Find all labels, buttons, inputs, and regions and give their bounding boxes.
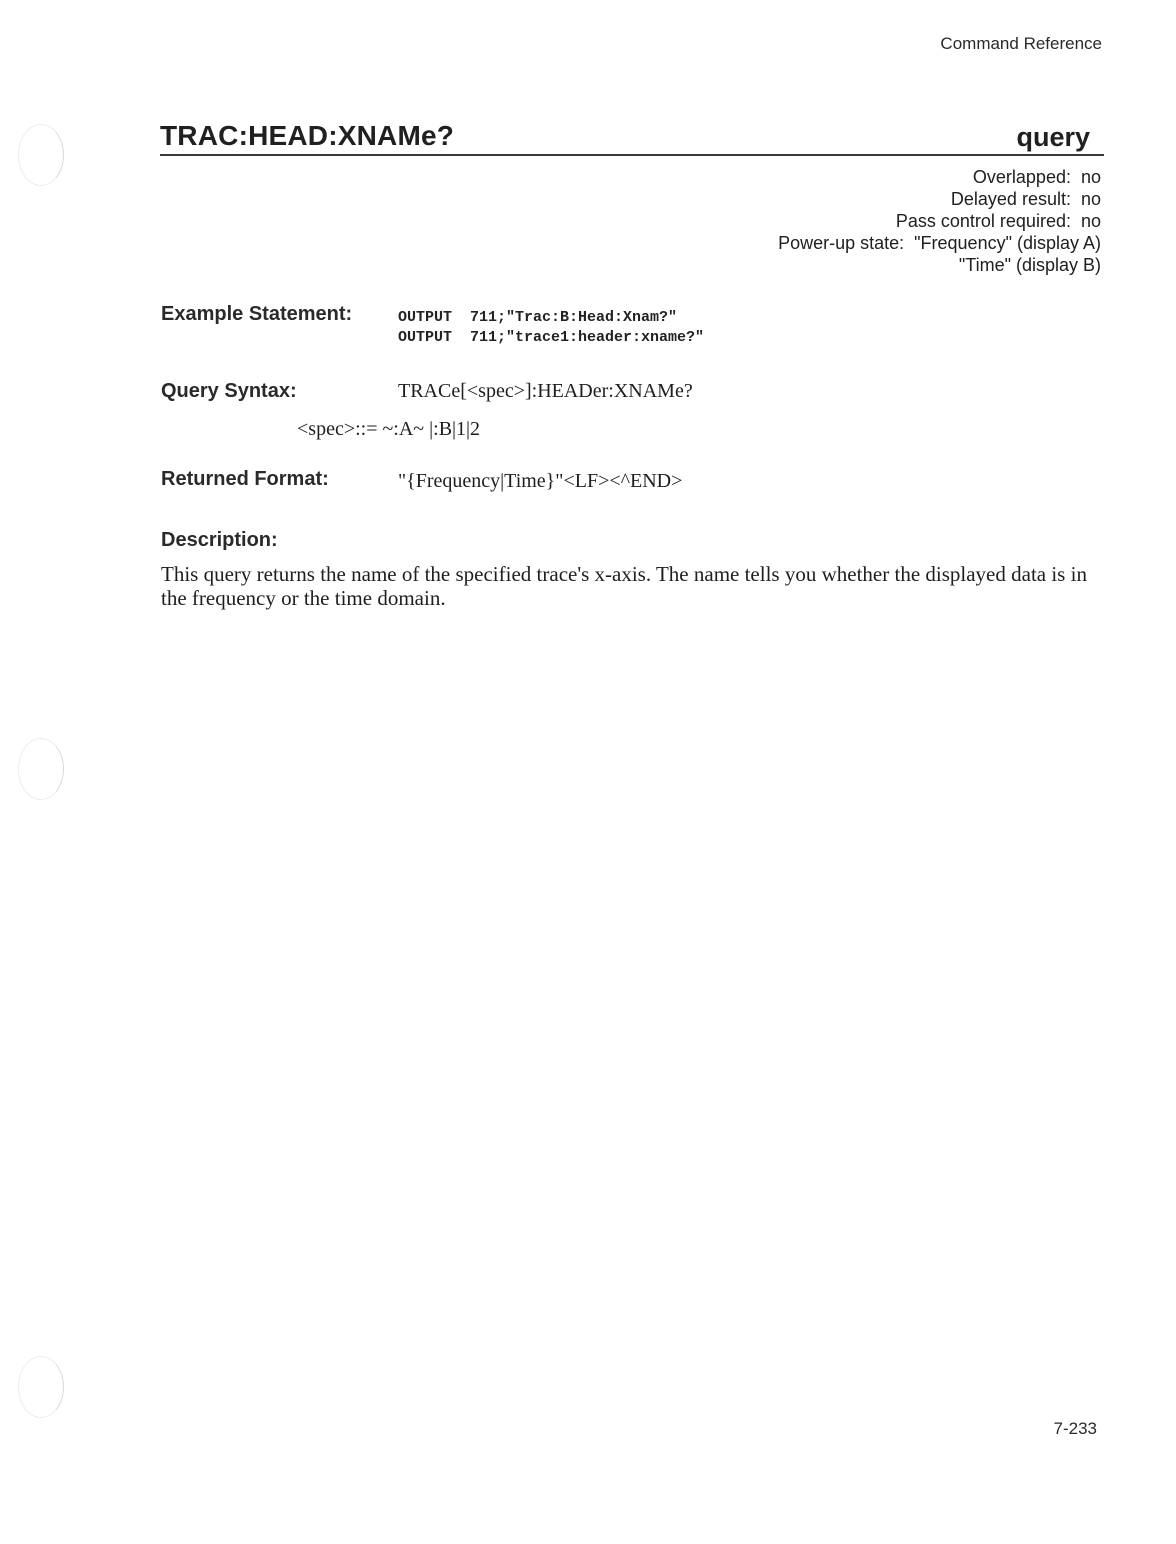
property-power-up-state: Power-up state: "Frequency" (display A): [778, 233, 1101, 253]
binder-hole-top: [18, 124, 64, 186]
description-label: Description:: [161, 529, 278, 551]
property-power-up-state-b: "Time" (display B): [958, 255, 1101, 275]
returned-format-label: Returned Format:: [161, 468, 329, 490]
query-syntax-value: TRACe[<spec>]:HEADer:XNAMe?: [398, 380, 693, 402]
property-pass-control: Pass control required: no: [895, 211, 1101, 231]
query-syntax-label: Query Syntax:: [161, 380, 297, 402]
binder-hole-middle: [18, 738, 64, 800]
example-line-1: OUTPUT 711;"Trac:B:Head:Xnam?": [398, 309, 678, 326]
binder-hole-bottom: [18, 1356, 64, 1418]
spec-definition: <spec>::= ~:A~ |:B|1|2: [297, 418, 481, 440]
command-type: query: [1016, 122, 1090, 152]
returned-format-value: "{Frequency|Time}"<LF><^END>: [398, 470, 683, 492]
command-properties: [778, 166, 1101, 276]
example-line-2: OUTPUT 711;"trace1:header:xname?": [398, 329, 705, 346]
title-rule: [160, 154, 1104, 156]
example-label: Example Statement:: [161, 303, 353, 325]
property-overlapped: Overlapped: no: [972, 167, 1101, 187]
page-number: 7-233: [1053, 1419, 1097, 1438]
description-text: This query returns the name of the specified trace's x-axis. The name tells you whether the displayed data is in the frequency or the time domain.: [161, 562, 1087, 610]
property-delayed-result: Delayed result: no: [950, 189, 1101, 209]
command-title: TRAC:HEAD:XNAMe?: [160, 120, 455, 151]
section-header: Command Reference: [940, 34, 1102, 53]
